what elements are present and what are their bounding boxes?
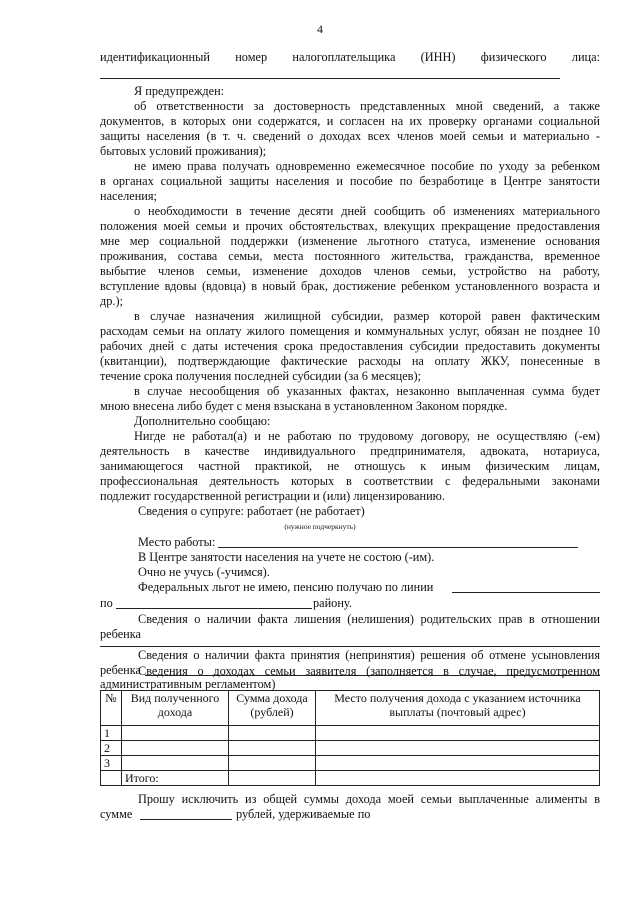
table-row bbox=[101, 726, 600, 741]
row-number: 3 bbox=[101, 756, 122, 771]
total-label: Итого: bbox=[122, 771, 229, 786]
alimony-line-2-prefix: сумме bbox=[100, 807, 133, 821]
paragraph-nowork-4: профессиональная деятельность которых в соответствии с федеральными законами bbox=[100, 474, 600, 488]
income-type-cell[interactable] bbox=[122, 741, 229, 756]
income-type-cell[interactable] bbox=[122, 756, 229, 771]
paragraph-notify-4: проживания, состава семьи, места постоянного жительства, гражданства, временное bbox=[100, 249, 600, 263]
source-cell[interactable] bbox=[316, 741, 600, 756]
deprivation-line-1: Сведения о наличии факта лишения (нелишения) родительских прав в отношении bbox=[138, 612, 600, 626]
paragraph-responsibility-2: документов, в которых они содержатся, и согласен на их проверку органами социальной bbox=[100, 114, 600, 128]
study-line: Очно не учусь (-учимся). bbox=[138, 565, 270, 579]
paragraph-nowork-1: Нигде не работал(а) и не работаю по трудовому договору, не осуществляю (-ем) bbox=[134, 429, 600, 443]
paragraph-notify-3: мне мер социальной поддержки (изменение льготного статуса, изменение основания bbox=[100, 234, 600, 248]
paragraph-notify-5: выбытие членов семьи, изменение доходов членов семьи, устройство на работу, bbox=[100, 264, 600, 278]
paragraph-penalty-1: в случае несообщения об указанных фактах, незаконно выплаченная сумма будет bbox=[134, 384, 600, 398]
alimony-line-1: Прошу исключить из общей суммы дохода моей семьи выплаченные алименты в bbox=[138, 792, 600, 806]
paragraph-responsibility-3: защиты населения (в т. ч. сведений о доходах всех членов моей семьи и материально - bbox=[100, 129, 600, 143]
paragraph-notify-2: положения моей семьи и прочих обстоятельствах, влекущих прекращение предоставления bbox=[100, 219, 600, 233]
paragraph-nowork-3: занимающегося частной практикой, не отношусь к иным физическим лицам, bbox=[100, 459, 600, 473]
workplace-label: Место работы: bbox=[138, 535, 216, 549]
table-row bbox=[101, 741, 600, 756]
amount-cell[interactable] bbox=[229, 741, 316, 756]
paragraph-responsibility-4: бытовых условий проживания); bbox=[100, 144, 267, 158]
table-total-row bbox=[101, 771, 600, 786]
source-cell[interactable] bbox=[316, 756, 600, 771]
alimony-line-2-suffix: рублей, удерживаемые по bbox=[236, 807, 371, 821]
income-info-line-1: Сведения о доходах семьи заявителя (заполняется в случае, предусмотренном bbox=[138, 664, 600, 678]
deprivation-line-2: ребенка bbox=[100, 627, 141, 641]
income-info-line-2: административным регламентом) bbox=[100, 677, 276, 691]
additional-heading: Дополнительно сообщаю: bbox=[134, 414, 271, 428]
amount-cell[interactable] bbox=[229, 726, 316, 741]
district-field-underline[interactable] bbox=[116, 608, 312, 609]
table-row bbox=[101, 756, 600, 771]
paragraph-subsidy-4: (квитанции), подтверждающие фактические расходы на оплату ЖКУ, понесенные в bbox=[100, 354, 600, 368]
amount-cell[interactable] bbox=[229, 756, 316, 771]
paragraph-notify-1: о необходимости в течение десяти дней сообщить об изменениях материального bbox=[134, 204, 600, 218]
paragraph-allowance-2: в органах социальной защиты населения и пособие по безработице в Центре занятости bbox=[100, 174, 600, 188]
pension-line-2-suffix: району. bbox=[313, 596, 352, 610]
adoption-line-2: ребенка bbox=[100, 663, 141, 677]
spouse-info: Сведения о супруге: работает (не работает) bbox=[138, 504, 365, 518]
col-source-header: Место получения дохода с указанием источника выплаты (почтовый адрес) bbox=[316, 691, 600, 726]
paragraph-subsidy-5: течение срока получения последней субсидии (за 6 месяцев); bbox=[100, 369, 421, 383]
pension-line-1: Федеральных льгот не имею, пенсию получаю по линии bbox=[138, 580, 434, 594]
total-source-cell[interactable] bbox=[316, 771, 600, 786]
page-number: 4 bbox=[317, 22, 323, 36]
paragraph-subsidy-1: в случае назначения жилищной субсидии, размер которой равен фактическим bbox=[134, 309, 600, 323]
adoption-line-1: Сведения о наличии факта принятия (непринятия) решения об отмене усыновления bbox=[138, 648, 600, 662]
alimony-amount-field-underline[interactable] bbox=[140, 819, 232, 820]
paragraph-responsibility-1: об ответственности за достоверность представленных мной сведений, а также bbox=[134, 99, 600, 113]
pension-line-2-prefix: по bbox=[100, 596, 113, 610]
paragraph-notify-7: др.); bbox=[100, 294, 123, 308]
spouse-hint: (нужное подчеркнуть) bbox=[284, 522, 356, 531]
pension-type-field-underline[interactable] bbox=[452, 592, 600, 593]
inn-field-underline[interactable] bbox=[100, 78, 560, 79]
paragraph-notify-6: вступление вдовы (вдовца) в новый брак, достижение ребенком установленного возраста и bbox=[100, 279, 600, 293]
col-amount-header: Сумма дохода (рублей) bbox=[229, 691, 316, 726]
paragraph-subsidy-3: рабочих дней с даты истечения срока предоставления субсидии предоставить документы bbox=[100, 339, 600, 353]
row-number: 1 bbox=[101, 726, 122, 741]
employment-center-line: В Центре занятости населения на учете не состою (-им). bbox=[138, 550, 435, 564]
workplace-field-underline[interactable] bbox=[218, 547, 578, 548]
row-number: 2 bbox=[101, 741, 122, 756]
deprivation-field-underline[interactable] bbox=[100, 646, 600, 647]
income-type-cell[interactable] bbox=[122, 726, 229, 741]
warned-heading: Я предупрежден: bbox=[134, 84, 225, 98]
paragraph-allowance-1: не имею права получать одновременно ежемесячное пособие по уходу за ребенком bbox=[134, 159, 600, 173]
col-income-type-header: Вид полученного дохода bbox=[122, 691, 229, 726]
paragraph-penalty-2: мною внесена либо будет с меня взыскана в установленном Законом порядке. bbox=[100, 399, 508, 413]
source-cell[interactable] bbox=[316, 726, 600, 741]
income-table bbox=[100, 690, 600, 786]
inn-line: идентификационный номер налогоплательщика (ИНН) физического лица: bbox=[100, 50, 600, 64]
col-number-header: № bbox=[101, 691, 122, 726]
income-table-header bbox=[101, 691, 600, 726]
paragraph-subsidy-2: расходам семьи на оплату жилого помещения и коммунальных услуг, обязан не позднее 10 bbox=[100, 324, 600, 338]
paragraph-nowork-2: деятельность в качестве индивидуального предпринимателя, адвоката, нотариуса, bbox=[100, 444, 600, 458]
paragraph-nowork-5: подлежит государственной регистрации и (или) лицензированию. bbox=[100, 489, 445, 503]
paragraph-allowance-3: населения; bbox=[100, 189, 157, 203]
total-amount-cell[interactable] bbox=[229, 771, 316, 786]
